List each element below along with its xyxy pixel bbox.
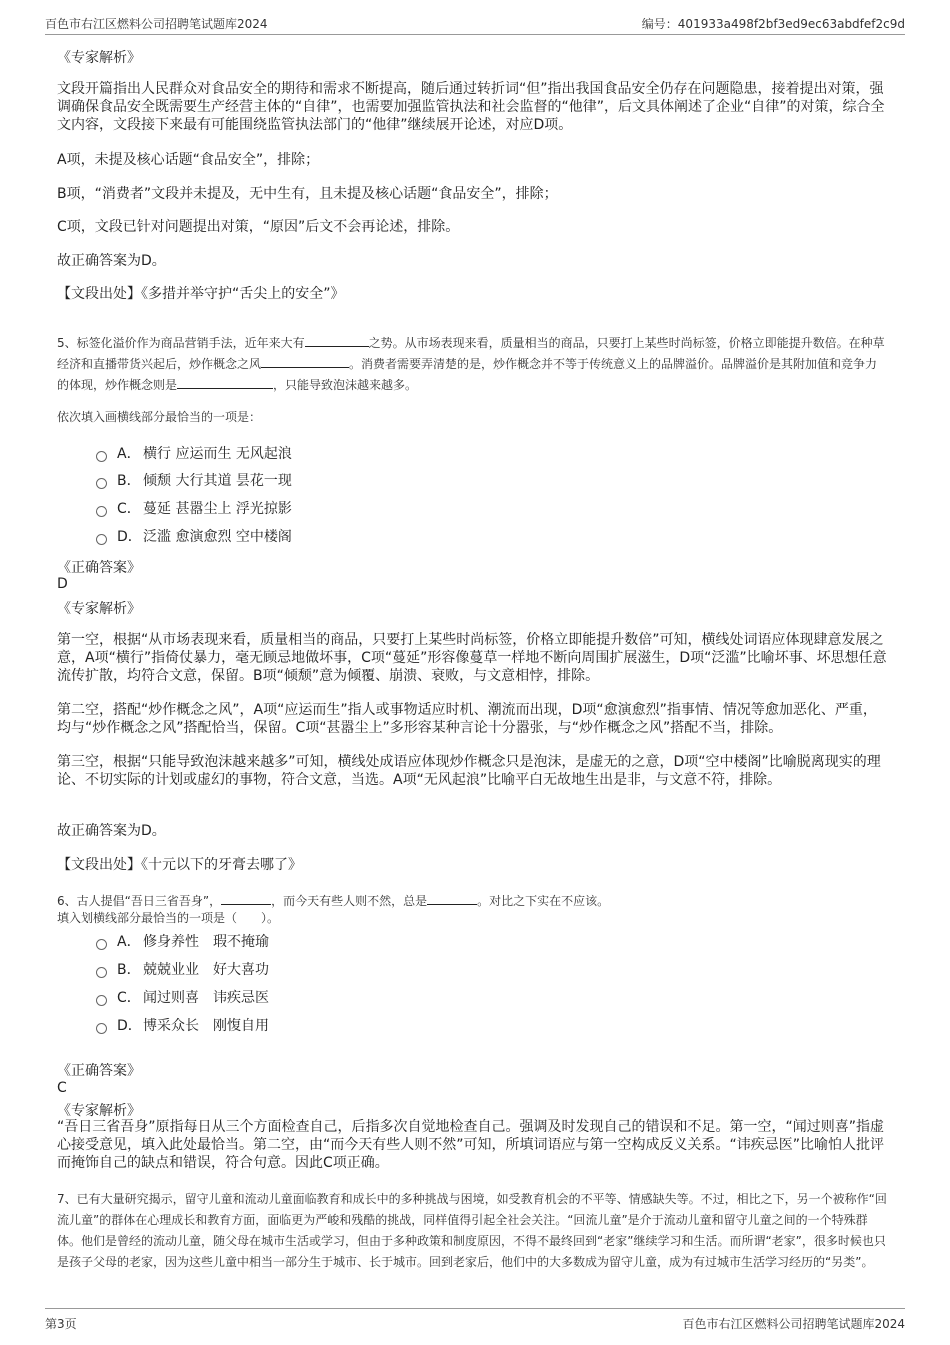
radio-icon[interactable] [96,534,107,545]
q4-analysis-para4: C项，文段已针对问题提出对策，“原因”后文不会再论述，排除。 [57,219,460,235]
q4-analysis-label: 《专家解析》 [57,50,141,66]
q5-option-b[interactable] [96,471,292,491]
q5-option-d[interactable] [96,527,292,547]
option-text: 闻过则喜 讳疾忌医 [143,990,269,1006]
q5-stem-part4: ，只能导致泡沫越来越多。 [273,378,418,392]
radio-icon[interactable] [96,478,107,489]
q6-stem [57,892,887,910]
q6-option-b[interactable] [96,960,269,980]
q6-answer-label: 《正确答案》 [57,1063,141,1079]
q5-stem-part1: 5、标签化溢价作为商品营销手法，近年来大有 [57,336,305,350]
q5-answer-summary: 故正确答案为D。 [57,823,166,839]
q4-analysis-para1: 文段开篇指出人民群众对食品安全的期待和需求不断提高，随后通过转折词“但”指出我国食品安全仍存在问题隐患，接着提出对策，强调确保食品安全既需要生产经营主体的“自律”，也需要加强监管执法和社会监督的“他律”，后文具体阐述了企业“自律”的对策，综合全文内容，文段接下来最有可能围绕监管执法部门的“他律”继续展开论述，对应D项。 [57,81,885,133]
q6-blank-1 [221,892,271,905]
option-key: B． [117,473,141,489]
q5-instruction: 依次填入画横线部分最恰当的一项是： [57,410,262,424]
option-key: B． [117,962,141,978]
q5-answer-label: 《正确答案》 [57,560,141,576]
page-footer [45,1308,905,1333]
radio-icon[interactable] [96,451,107,462]
radio-icon[interactable] [96,939,107,950]
q4-analysis-para2: A项，未提及核心话题“食品安全”，排除； [57,152,320,168]
q6-stem-part3: 。对比之下实在不应该。 [477,894,610,908]
option-text: 横行 应运而生 无风起浪 [143,446,292,462]
q6-option-a[interactable] [96,932,269,952]
q6-answer: C [57,1080,67,1096]
q5-blank-1 [305,334,369,347]
q6-analysis-label: 《专家解析》 [57,1103,141,1119]
radio-icon[interactable] [96,995,107,1006]
option-key: A． [117,934,141,950]
option-text: 博采众长 刚愎自用 [143,1018,269,1034]
option-key: C． [117,990,141,1006]
option-key: C． [117,501,141,517]
option-text: 倾颓 大行其道 昙花一现 [143,473,292,489]
q4-source: 【文段出处】《多措并举守护“舌尖上的安全”》 [57,286,345,302]
q5-analysis-para2: 第二空，搭配“炒作概念之风”，A项“应运而生”指人或事物适应时机、潮流而出现，D项“愈演愈烈”指事情、情况等愈加恶化、严重，均与“炒作概念之风”搭配恰当，保留。C项“甚嚣尘上”多形容某种言论十分嚣张，与“炒作概念之风”搭配不当，排除。 [57,702,877,736]
q6-blank-2 [427,892,477,905]
q5-blank-3 [177,376,273,389]
q4-answer-summary: 故正确答案为D。 [57,253,166,269]
page-number: 第3页 [45,1317,77,1331]
radio-icon[interactable] [96,1023,107,1034]
q5-option-a[interactable] [96,444,292,464]
page-header [45,12,905,35]
q5-option-c[interactable] [96,499,292,519]
q5-analysis-para3: 第三空，根据“只能导致泡沫越来越多”可知，横线处成语应体现炒作概念只是泡沫，是虚无的之意，D项“空中楼阁”比喻脱离现实的理论、不切实际的计划或虚幻的事物，符合文意，当选。A项“无风起浪”比喻平白无故地生出是非，与文意不符，排除。 [57,754,881,788]
q6-stem-part2: ，而今天有些人则不然，总是 [271,894,428,908]
q6-stem-part1: 6、古人提倡“吾日三省吾身”， [57,894,222,908]
option-key: A． [117,446,141,462]
q5-analysis-label: 《专家解析》 [57,601,141,617]
q6-analysis-para1: “吾日三省吾身”原指每日从三个方面检查自己，后指多次自觉地检查自己。强调及时发现自己的错误和不足。第一空，“闻过则喜”指虚心接受意见，填入此处最恰当。第二空，由“而今天有些人则不然”可知，所填词语应与第一空构成反义关系。“讳疾忌医”比喻怕人批评而掩饰自己的缺点和错误，符合句意。因此C项正确。 [57,1119,885,1171]
q5-stem [57,333,887,396]
radio-icon[interactable] [96,506,107,517]
option-key: D． [117,529,142,545]
q5-stem-part3: 。消费者需要弄清楚的是，炒作概念并不等于传统意义上的品牌溢价。品牌溢价是其附加值和竞争力的体现，炒作概念则是 [57,357,878,392]
option-text: 蔓延 甚嚣尘上 浮光掠影 [143,501,292,517]
option-text: 兢兢业业 好大喜功 [143,962,269,978]
q5-stem-part2: 之势。从市场表现来看，质量相当的商品，只要打上某些时尚标签，价格立即能提升数倍。在种草经济和直播带货兴起后，炒作概念之风 [57,336,885,371]
q5-source: 【文段出处】《十元以下的牙膏去哪了》 [57,857,302,873]
q7-stem: 7、已有大量研究揭示，留守儿童和流动儿童面临教育和成长中的多种挑战与困境，如受教育机会的不平等、情感缺失等。不过，相比之下，另一个被称作“回流儿童”的群体在心理成长和教育方面，面临更为严峻和残酷的挑战，同样值得引起全社会关注。“回流儿童”是介于流动儿童和留守儿童之间的一个特殊群体。他们是曾经的流动儿童，随父母在城市生活或学习，但由于多种政策和制度原因，不得不最终回到“老家”继续学习和生活。而所谓“老家”，很多时候也只是孩子父母的老家，因为这些儿童中相当一部分生于城市、长于城市。回到老家后，他们中的大多数成为留守儿童，成为有过城市生活学习经历的“另类”。 [57,1192,887,1269]
q6-option-c[interactable] [96,988,269,1008]
footer-title: 百色市右江区燃料公司招聘笔试题库2024 [682,1317,905,1331]
header-doc-id: 编号：401933a498f2bf3ed9ec63abdfef2c9d [641,17,905,31]
radio-icon[interactable] [96,967,107,978]
q4-analysis-para3: B项，“消费者”文段并未提及，无中生有，且未提及核心话题“食品安全”，排除； [57,186,558,202]
option-text: 修身养性 瑕不掩瑜 [143,934,269,950]
q6-instruction: 填入划横线部分最恰当的一项是（ ）。 [57,911,280,925]
header-title: 百色市右江区燃料公司招聘笔试题库2024 [45,17,268,31]
option-text: 泛滥 愈演愈烈 空中楼阁 [143,529,292,545]
q6-option-d[interactable] [96,1016,269,1036]
q5-analysis-para1: 第一空，根据“从市场表现来看，质量相当的商品，只要打上某些时尚标签，价格立即能提升数倍”可知，横线处词语应体现肆意发展之意，A项“横行”指倚仗暴力，毫无顾忌地做坏事，C项“蔓延”形容像蔓草一样地不断向周围扩展滋生，D项“泛滥”比喻坏事、坏思想任意流传扩散，均符合文意，保留。B项“倾颓”意为倾覆、崩溃、衰败，与文意相悖，排除。 [57,632,887,684]
option-key: D． [117,1018,142,1034]
q5-blank-2 [261,355,349,368]
q5-answer: D [57,576,68,592]
